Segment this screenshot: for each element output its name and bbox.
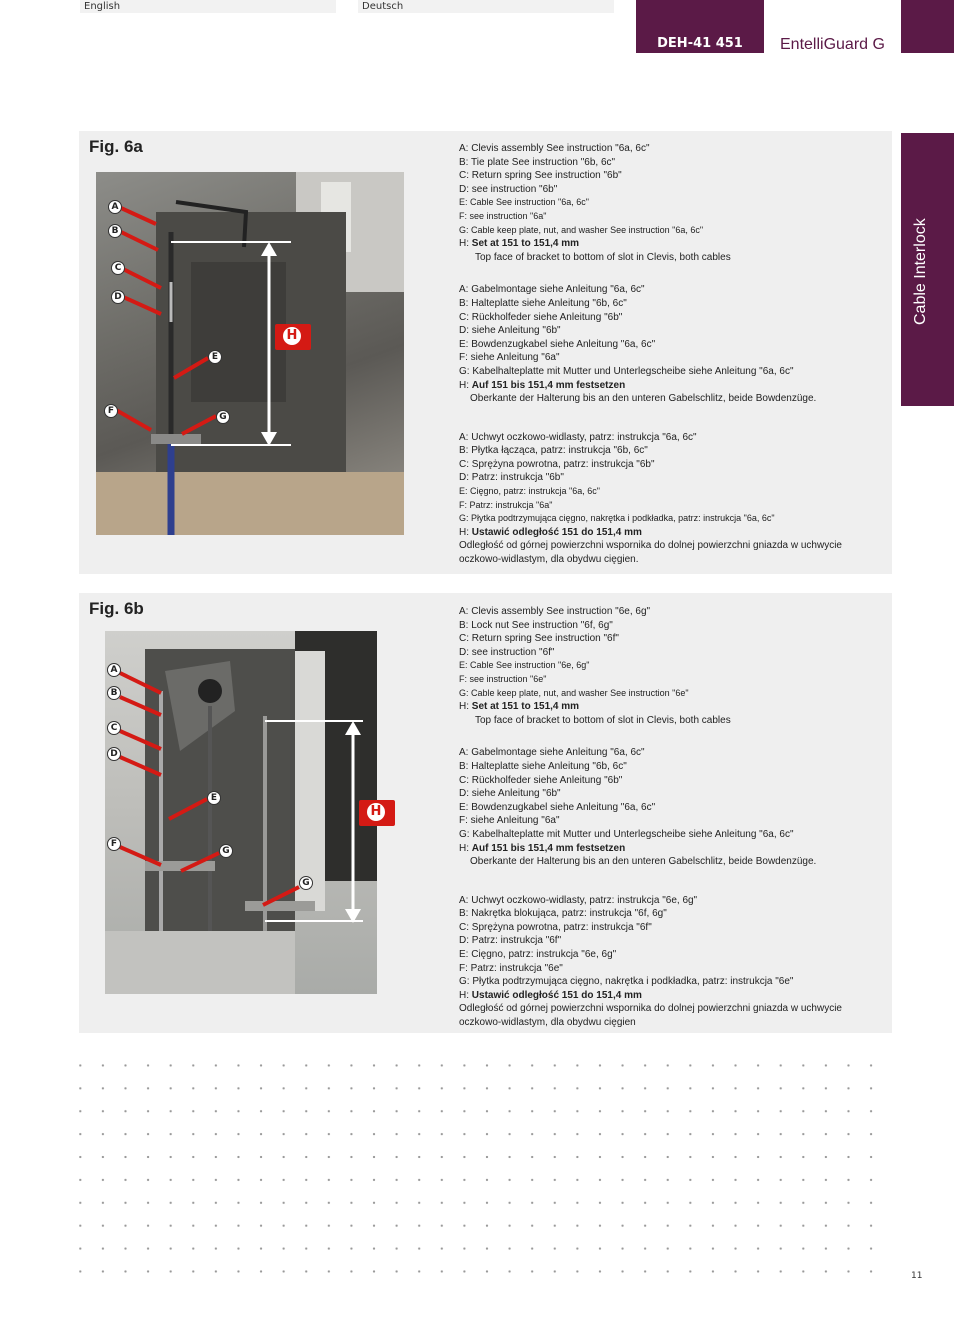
legend-en-d: D: see instruction "6f" — [459, 646, 555, 658]
callout-a: A — [107, 663, 121, 677]
legend-en-a: A: Clevis assembly See instruction "6a, 6c" — [459, 143, 650, 154]
legend-pl-g: G: Płytka podtrzymująca cięgno, nakrętka i podkładka, patrz: instrukcja "6e" — [459, 976, 794, 988]
legend-de-g: G: Kabelhalteplatte mit Mutter und Unterlegscheibe siehe Anleitung "6a, 6c" — [459, 828, 794, 840]
callout-c: C — [111, 261, 125, 275]
legend-de-b: B: Halteplatte siehe Anleitung "6b, 6c" — [459, 297, 627, 309]
legend-pl-e: E: Cięgno, patrz: instrukcja "6e, 6g" — [459, 949, 617, 961]
legend-de-h — [459, 379, 859, 393]
legend-pl-b: B: Płytka łącząca, patrz: instrukcja "6b, 6c" — [459, 445, 648, 457]
figure-label: Fig. 6b — [89, 599, 144, 618]
callout-a: A — [108, 200, 122, 214]
legend-pl-h-prefix: H: — [459, 526, 472, 538]
figure-6b-photo — [105, 631, 377, 994]
legend-en-c: C: Return spring See instruction "6b" — [459, 170, 622, 182]
document-number: DEH-41 451 — [636, 0, 764, 53]
callout-d: D — [111, 290, 125, 304]
legend-de-d: D: siehe Anleitung "6b" — [459, 325, 561, 337]
legend-pl-c: C: Sprężyna powrotna, patrz: instrukcja "6f" — [459, 921, 652, 933]
legend-de-h-prefix: H: — [459, 842, 472, 854]
legend-pl-h-note: Odległość od górnej powierzchni wspornika do dolnej powierzchni gniazda w uchwycie oczkowo-widlastym, dla obydwu cięgien. — [459, 540, 842, 566]
legend-en-d: D: see instruction "6b" — [459, 183, 558, 195]
legend-en-e: E: Cable See instruction "6e, 6g" — [459, 660, 590, 671]
legend-en-h-prefix: H: — [459, 701, 472, 713]
legend-en-h — [459, 237, 859, 251]
legend-en-h-note: Top face of bracket to bottom of slot in Clevis, both cables — [475, 251, 731, 263]
callout-f: F — [104, 404, 118, 418]
legend-de-e: E: Bowdenzugkabel siehe Anleitung "6a, 6c" — [459, 801, 656, 813]
legend-en-b: B: Lock nut See instruction "6f, 6g" — [459, 619, 613, 631]
legend-en-h-note: Top face of bracket to bottom of slot in Clevis, both cables — [475, 714, 731, 726]
callout-b: B — [107, 686, 121, 700]
legend-pl-a: A: Uchwyt oczkowo-widlasty, patrz: instrukcja "6a, 6c" — [459, 431, 697, 443]
legend-de-h — [459, 842, 859, 856]
legend-pl-h-value: Ustawić odległość 151 do 151,4 mm — [471, 989, 642, 1001]
legend-pl-e: E: Cięgno, patrz: instrukcja "6a, 6c" — [459, 486, 600, 497]
product-title: EntelliGuard G — [780, 36, 885, 53]
legend-pl-d: D: Patrz: instrukcja "6b" — [459, 472, 564, 484]
figure-panel-6b — [79, 593, 892, 1033]
legend-en-f: F: see instruction "6a" — [459, 210, 547, 221]
legend-en-f: F: see instruction "6e" — [459, 673, 547, 684]
legend-de-h-value: Auf 151 bis 151,4 mm festsetzen — [471, 842, 626, 854]
legend-pl-h-value: Ustawić odległość 151 do 151,4 mm — [471, 526, 642, 538]
legend-pl-a: A: Uchwyt oczkowo-widlasty, patrz: instrukcja "6e, 6g" — [459, 894, 698, 906]
legend-en-a: A: Clevis assembly See instruction "6e, 6g" — [459, 606, 651, 617]
legend-en-h-prefix: H: — [459, 238, 472, 250]
legend-pl-h — [459, 989, 859, 1003]
legend-de-c: C: Rückholfeder siehe Anleitung "6b" — [459, 774, 623, 786]
callout-g: G — [216, 410, 230, 424]
legend-de-a: A: Gabelmontage siehe Anleitung "6a, 6c" — [459, 284, 645, 296]
legend-de-h-prefix: H: — [459, 379, 472, 391]
legend-en-g: G: Cable keep plate, nut, and washer See instruction "6e" — [459, 687, 689, 698]
callout-h: H — [283, 327, 301, 345]
legend-pl-d: D: Patrz: instrukcja "6f" — [459, 935, 562, 947]
legend-pl-f: F: Patrz: instrukcja "6a" — [459, 499, 553, 510]
legend-de-g: G: Kabelhalteplatte mit Mutter und Unterlegscheibe siehe Anleitung "6a, 6c" — [459, 365, 794, 377]
figure-6a-legend — [459, 142, 859, 567]
legend-de-e: E: Bowdenzugkabel siehe Anleitung "6a, 6c" — [459, 338, 656, 350]
legend-de-a: A: Gabelmontage siehe Anleitung "6a, 6c" — [459, 747, 645, 759]
figure-6a-photo — [96, 172, 404, 535]
legend-pl-g: G: Płytka podtrzymująca cięgno, nakrętka i podkładka, patrz: instrukcja "6a, 6c" — [459, 513, 775, 524]
callout-f: F — [107, 837, 121, 851]
legend-de-b: B: Halteplatte siehe Anleitung "6b, 6c" — [459, 760, 627, 772]
legend-pl-b: B: Nakrętka blokująca, patrz: instrukcja "6f, 6g" — [459, 908, 667, 920]
figure-6b-illustration — [105, 631, 377, 994]
language-label-german: Deutsch — [358, 0, 614, 13]
legend-de-f: F: siehe Anleitung "6a" — [459, 352, 560, 364]
legend-de-h-note: Oberkante der Halterung bis an den unteren Gabelschlitz, beide Bowdenzüge. — [470, 856, 817, 868]
side-tab-label: Cable Interlock — [912, 218, 929, 325]
callout-h-badge — [275, 324, 311, 350]
page-number: 11 — [911, 1271, 923, 1281]
figure-label: Fig. 6a — [89, 137, 143, 156]
legend-en-c: C: Return spring See instruction "6f" — [459, 633, 619, 645]
legend-de-f: F: siehe Anleitung "6a" — [459, 815, 560, 827]
legend-pl-h-prefix: H: — [459, 989, 472, 1001]
legend-en-g: G: Cable keep plate, nut, and washer See instruction "6a, 6c" — [459, 224, 704, 235]
figure-panel-6a — [79, 131, 892, 574]
header-brand-block — [901, 0, 954, 53]
legend-pl-f: F: Patrz: instrukcja "6e" — [459, 962, 563, 974]
legend-en-h-value: Set at 151 to 151,4 mm — [471, 701, 580, 713]
legend-en-b: B: Tie plate See instruction "6b, 6c" — [459, 156, 616, 168]
legend-en-h-value: Set at 151 to 151,4 mm — [471, 238, 580, 250]
figure-6a-illustration — [96, 172, 404, 535]
legend-pl-c: C: Sprężyna powrotna, patrz: instrukcja "6b" — [459, 458, 655, 470]
legend-en-h — [459, 700, 859, 714]
callout-h: H — [367, 803, 385, 821]
callout-g: G — [219, 844, 233, 858]
legend-en-e: E: Cable See instruction "6a, 6c" — [459, 197, 589, 208]
legend-de-c: C: Rückholfeder siehe Anleitung "6b" — [459, 311, 623, 323]
callout-g-second: G — [299, 876, 313, 890]
language-label-english: English — [80, 0, 336, 13]
legend-de-h-note: Oberkante der Halterung bis an den unteren Gabelschlitz, beide Bowdenzüge. — [470, 393, 817, 405]
callout-e: E — [207, 791, 221, 805]
legend-pl-h — [459, 526, 859, 540]
legend-de-d: D: siehe Anleitung "6b" — [459, 788, 561, 800]
callout-h-badge — [359, 800, 395, 826]
callout-e: E — [208, 350, 222, 364]
callout-b: B — [108, 224, 122, 238]
notes-dot-grid — [79, 1064, 892, 1274]
callout-c: C — [107, 721, 121, 735]
legend-de-h-value: Auf 151 bis 151,4 mm festsetzen — [471, 379, 626, 391]
legend-pl-h-note: Odległość od górnej powierzchni wspornika do dolnej powierzchni gniazda w uchwycie oczkowo-widlastym, dla obydwu cięgien — [459, 1003, 842, 1029]
figure-6b-legend — [459, 605, 859, 1030]
callout-d: D — [107, 747, 121, 761]
